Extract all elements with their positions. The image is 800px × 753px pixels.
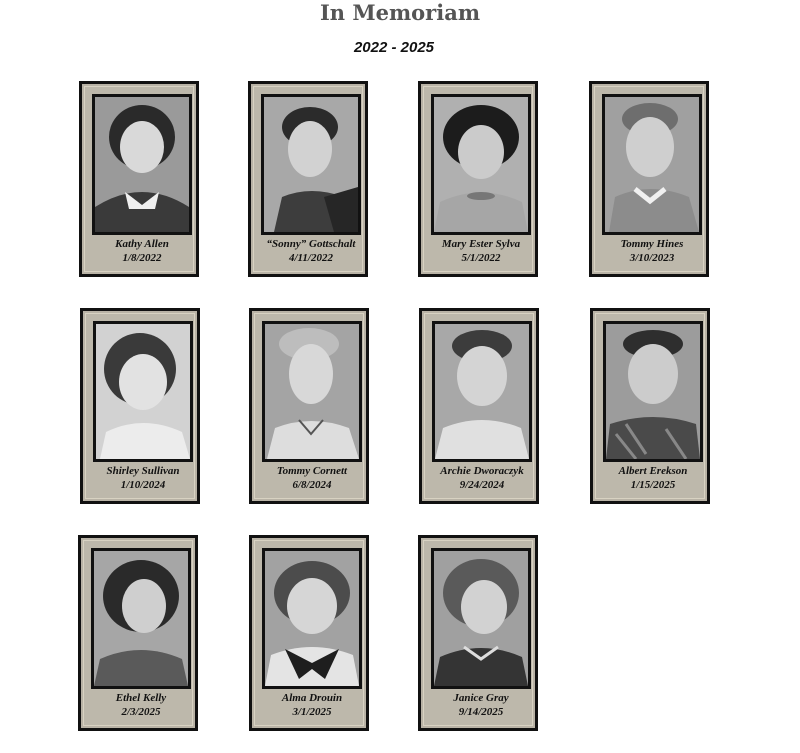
portrait-image <box>95 97 189 232</box>
portrait-image <box>606 324 700 459</box>
card-frame <box>424 313 534 499</box>
portrait-photo <box>93 321 193 462</box>
memorial-name: Albert Erekson <box>618 465 688 477</box>
memorial-card <box>419 308 539 504</box>
memorial-date: 6/8/2024 <box>292 479 332 491</box>
memorial-name: Tommy Cornett <box>276 465 348 477</box>
portrait-photo <box>431 548 531 689</box>
card-frame <box>595 313 705 499</box>
card-frame <box>84 86 194 272</box>
memorial-date: 3/10/2023 <box>629 252 675 264</box>
memorial-date: 9/24/2024 <box>459 479 505 491</box>
memorial-card <box>79 81 199 277</box>
card-frame <box>83 540 193 726</box>
portrait-photo <box>262 548 362 689</box>
portrait-image <box>265 551 359 686</box>
memorial-card <box>248 81 368 277</box>
portrait-photo <box>602 94 702 235</box>
card-frame <box>594 86 704 272</box>
memorial-date: 1/15/2025 <box>630 479 676 491</box>
memorial-date: 1/10/2024 <box>120 479 166 491</box>
portrait-photo <box>92 94 192 235</box>
portrait-image <box>605 97 699 232</box>
portrait-image <box>434 551 528 686</box>
memorial-name: Alma Drouin <box>281 692 343 704</box>
memorial-date: 3/1/2025 <box>292 706 332 718</box>
page-subtitle: 2022 - 2025 <box>353 39 435 56</box>
memorial-name: “Sonny” Gottschalt <box>266 238 356 250</box>
memorial-name: Mary Ester Sylva <box>441 238 521 250</box>
memorial-date: 1/8/2022 <box>122 252 162 264</box>
portrait-image <box>94 551 188 686</box>
card-frame <box>254 540 364 726</box>
memorial-date: 4/11/2022 <box>288 252 333 264</box>
card-frame <box>253 86 363 272</box>
memorial-card <box>589 81 709 277</box>
memorial-name: Shirley Sullivan <box>106 465 180 477</box>
memorial-card <box>249 308 369 504</box>
memorial-card <box>418 535 538 731</box>
memorial-name: Ethel Kelly <box>115 692 167 704</box>
portrait-image <box>435 324 529 459</box>
memorial-card <box>80 308 200 504</box>
portrait-photo <box>91 548 191 689</box>
portrait-image <box>434 97 528 232</box>
portrait-photo <box>432 321 532 462</box>
card-frame <box>254 313 364 499</box>
portrait-photo <box>603 321 703 462</box>
portrait-photo <box>262 321 362 462</box>
page-title: In Memoriam <box>319 0 481 25</box>
portrait-image <box>264 97 358 232</box>
portrait-image <box>265 324 359 459</box>
portrait-image <box>96 324 190 459</box>
memorial-name: Archie Dworaczyk <box>440 465 524 477</box>
memorial-name: Tommy Hines <box>620 238 684 250</box>
memorial-card <box>418 81 538 277</box>
memorial-card <box>78 535 198 731</box>
memorial-date: 2/3/2025 <box>121 706 161 718</box>
portrait-photo <box>261 94 361 235</box>
memorial-name: Kathy Allen <box>115 238 169 250</box>
card-frame <box>85 313 195 499</box>
portrait-photo <box>431 94 531 235</box>
memorial-name: Janice Gray <box>453 692 509 704</box>
card-frame <box>423 86 533 272</box>
memorial-card <box>590 308 710 504</box>
memorial-date: 5/1/2022 <box>461 252 501 264</box>
memorial-date: 9/14/2025 <box>458 706 504 718</box>
memorial-card <box>249 535 369 731</box>
card-frame <box>423 540 533 726</box>
